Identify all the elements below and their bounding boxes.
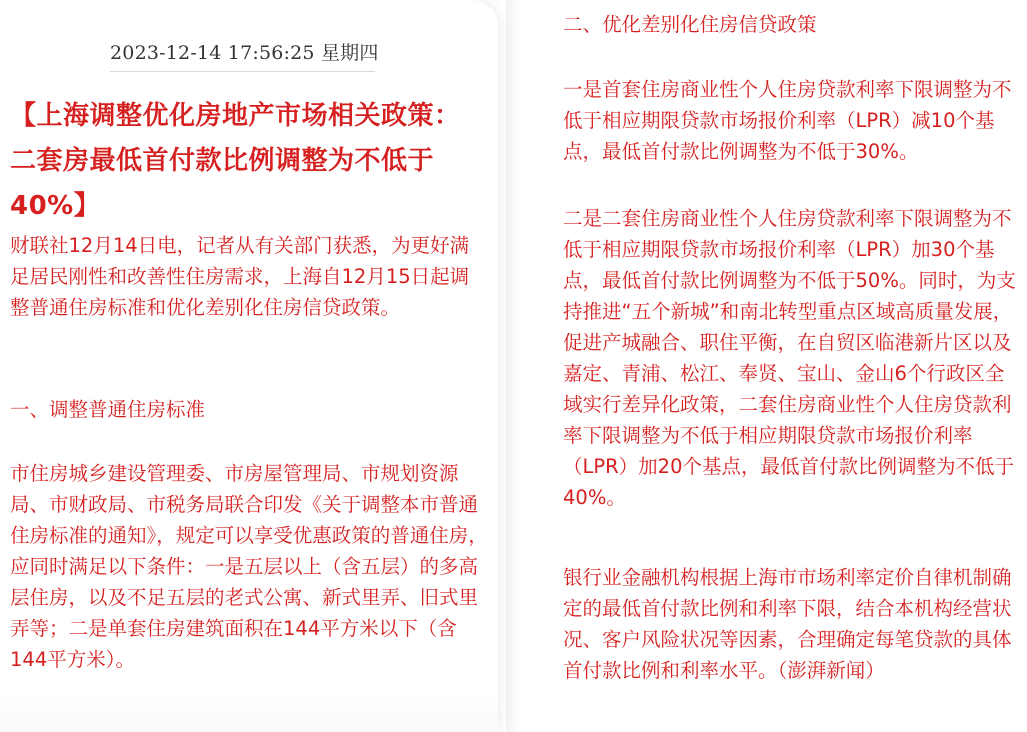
section1-body: 市住房城乡建设管理委、市房屋管理局、市规划资源局、市财政局、市税务局联合印发《关于调整本市普通住房标准的通知》，规定可以享受优惠政策的普通住房，应同时满足以下条件：一是五层以上（含五层）的多高层住房，以及不足五层的老式公寓、新式里弄、旧式里弄等；二是单套住房建筑面积在144平方米以下（含144平方米）。 xyxy=(10,462,488,671)
article-title: 【上海调整优化房地产市场相关政策：二套房最低首付款比例调整为不低于40%】 xyxy=(10,101,461,221)
intro-paragraph: 财联社12月14日电，记者从有关部门获悉，为更好满足居民刚性和改善性住房需求，上海自12月15日起调整普通住房标准和优化差别化住房信贷政策。 xyxy=(10,234,470,319)
page-divider xyxy=(506,0,520,732)
publish-timestamp: 2023-12-14 17:56:25 星期四 xyxy=(110,38,375,72)
section1-heading: 一、调整普通住房标准 xyxy=(10,398,206,421)
policy-paragraph-first-home: 一是首套住房商业性个人住房贷款利率下限调整为不低于相应期限贷款市场报价利率（LPR）减10个基点，最低首付款比例调整为不低于30%。 xyxy=(563,78,1012,163)
left-article-card xyxy=(0,0,498,732)
policy-paragraph-second-home: 二是二套住房商业性个人住房贷款利率下限调整为不低于相应期限贷款市场报价利率（LPR）加30个基点，最低首付款比例调整为不低于50%。同时，为支持推进“五个新城”和南北转型重点区域高质量发展，促进产城融合、职住平衡，在自贸区临港新片区以及嘉定、青浦、松江、奉贤、宝山、金山6个行政区全域实行差异化政策，二套住房商业性个人住房贷款利率下限调整为不低于相应期限贷款市场报价利率（LPR）加20个基点，最低首付款比例调整为不低于40%。 xyxy=(563,207,1016,509)
bank-guidance-paragraph: 银行业金融机构根据上海市市场利率定价自律机制确定的最低首付款比例和利率下限，结合本机构经营状况、客户风险状况等因素，合理确定每笔贷款的具体首付款比例和利率水平。（澎湃新闻） xyxy=(563,566,1012,682)
section2-heading: 二、优化差别化住房信贷政策 xyxy=(563,13,817,36)
